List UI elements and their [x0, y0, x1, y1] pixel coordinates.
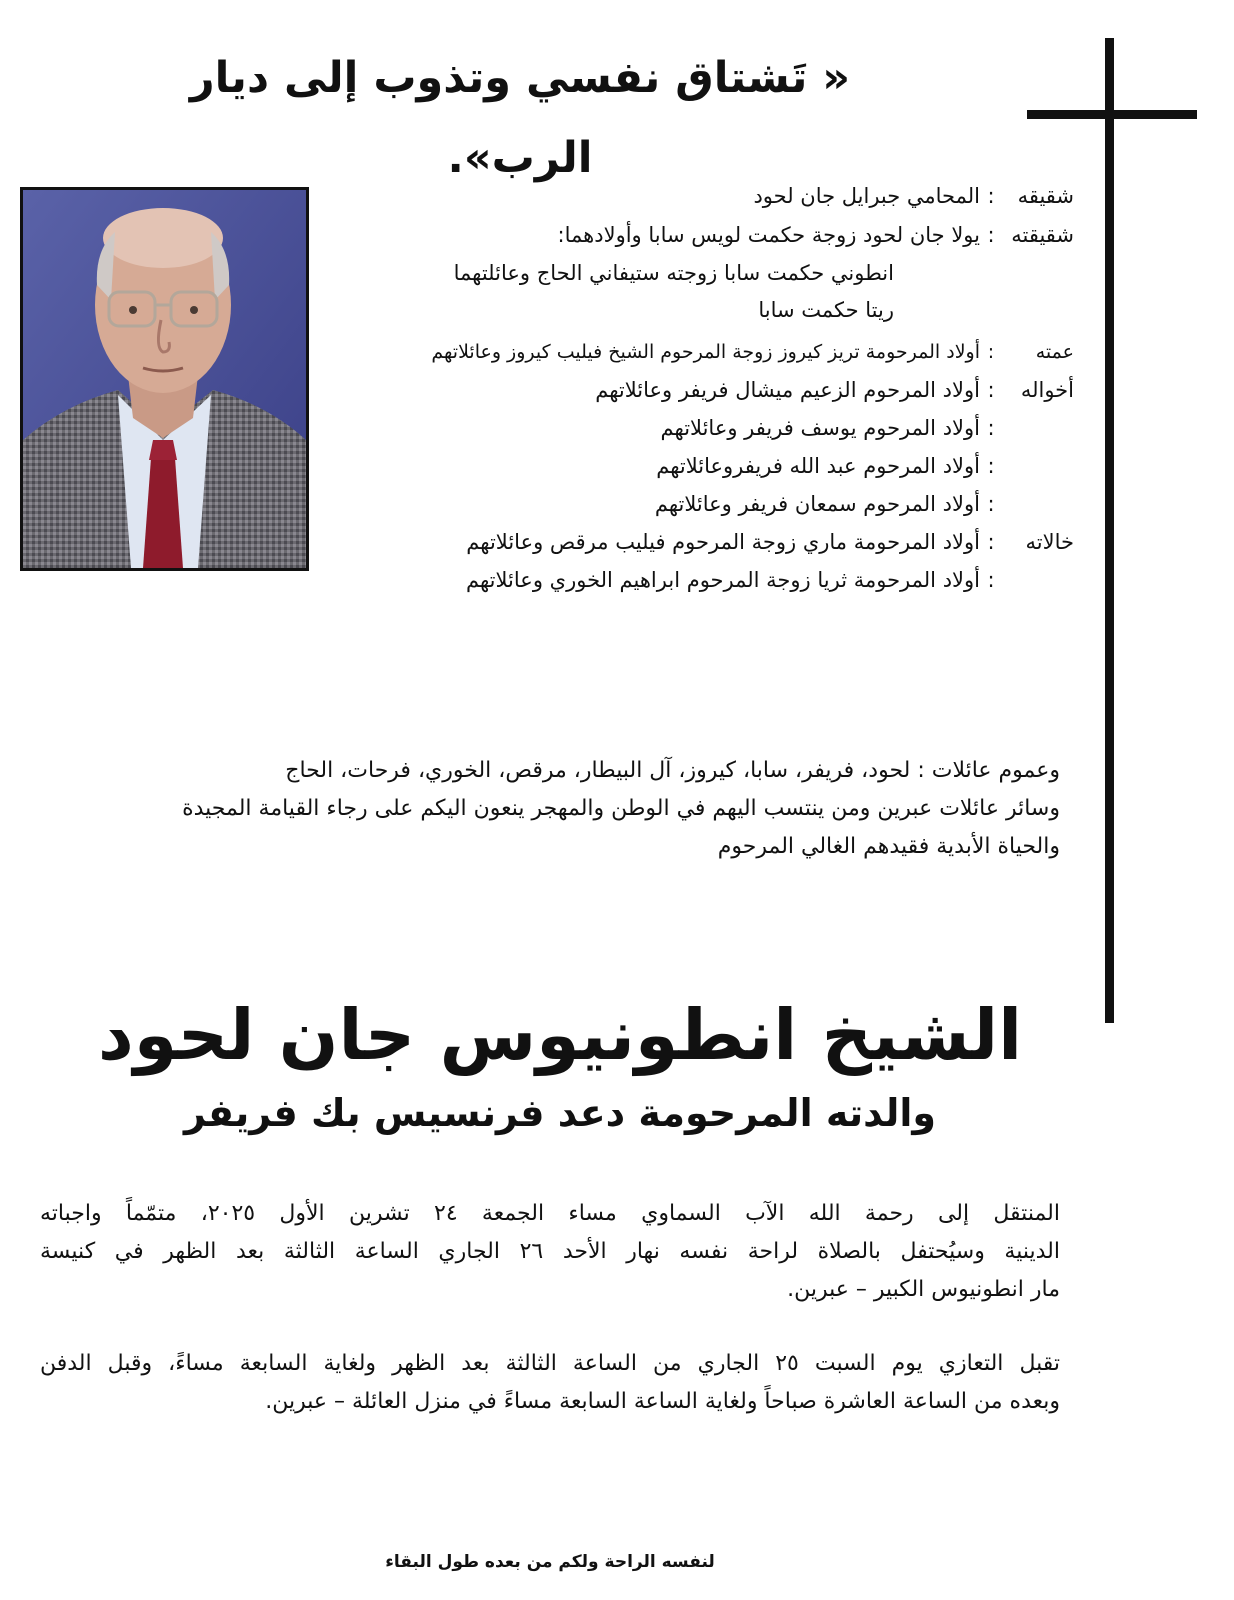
relative-brother: شقيقه:المحامي جبرايل جان لحود: [753, 178, 1074, 214]
relative-sister: شقيقته:يولا جان لحود زوجة حكمت لويس سابا وأولادهما:: [558, 217, 1074, 253]
closing-line: لنفسه الراحة ولكم من بعده طول البقاء: [385, 1552, 715, 1572]
relative-maternal-uncles: أخواله:أولاد المرحوم الزعيم ميشال فريفر وعائلاتهم: [595, 372, 1074, 408]
death-notice-line: مار انطونيوس الكبير – عبرين.: [787, 1277, 1060, 1302]
relative-sister-child: ريتا حكمت سابا: [758, 298, 894, 322]
relative-label: شقيقته: [1011, 223, 1074, 247]
death-notice-paragraph: [40, 1195, 1060, 1309]
relative-maternal-uncle: :أولاد المرحوم عبد الله فريفروعائلاتهم: [656, 448, 1074, 484]
relative-text: أولاد المرحوم يوسف فريفر وعائلاتهم: [660, 416, 980, 440]
relative-label: عمته: [1035, 341, 1074, 363]
relative-maternal-uncle: :أولاد المرحوم سمعان فريفر وعائلاتهم: [655, 486, 1074, 522]
condolences-paragraph: [40, 1345, 1060, 1421]
relative-label: أخواله: [1020, 378, 1074, 402]
relative-text: أولاد المرحومة ماري زوجة المرحوم فيليب مرقص وعائلاتهم: [466, 530, 980, 554]
deceased-mother: والدته المرحومة دعد فرنسيس بك فريفر: [183, 1091, 937, 1135]
relative-sister-child: انطوني حكمت سابا زوجته ستيفاني الحاج وعائلتهما: [453, 261, 894, 285]
cross-icon: [1105, 38, 1114, 1023]
relative-text: يولا جان لحود زوجة حكمت لويس سابا وأولادهما:: [557, 223, 980, 247]
relative-maternal-uncle: :أولاد المرحوم يوسف فريفر وعائلاتهم: [661, 410, 1074, 446]
relative-maternal-aunt: :أولاد المرحومة ثريا زوجة المرحوم ابراهيم الخوري وعائلاتهم: [466, 562, 1074, 598]
relative-text: أولاد المرحوم الزعيم ميشال فريفر وعائلاتهم: [595, 378, 980, 402]
portrait-photo: [20, 187, 309, 571]
relative-maternal-aunts: خالاته:أولاد المرحومة ماري زوجة المرحوم فيليب مرقص وعائلاتهم: [466, 524, 1074, 560]
header-quote: « تَشتاق نفسي وتذوب إلى ديار الرب».: [189, 53, 851, 183]
death-notice-line: المنتقل إلى رحمة الله الآب السماوي مساء الجمعة ٢٤ تشرين الأول ٢٠٢٥، متمّماً واجباته: [40, 1201, 1060, 1226]
relative-text: أولاد المرحوم سمعان فريفر وعائلاتهم: [654, 492, 980, 516]
cross-icon-bar: [1027, 110, 1197, 119]
relative-text: أولاد المرحوم عبد الله فريفروعائلاتهم: [656, 454, 980, 478]
families-line: والحياة الأبدية فقيدهم الغالي المرحوم: [717, 834, 1060, 859]
death-notice-line: الدينية وسيُحتفل بالصلاة لراحة نفسه نهار الأحد ٢٦ الجاري الساعة الثالثة بعد الظهر في كنيسة: [40, 1239, 1060, 1264]
relative-aunt: عمته:أولاد المرحومة تريز كيروز زوجة المرحوم الشيخ فيليب كيروز وعائلاتهم: [431, 334, 1074, 370]
relative-text: أولاد المرحومة تريز كيروز زوجة المرحوم الشيخ فيليب كيروز وعائلاتهم: [431, 341, 980, 363]
condolences-line: وبعده من الساعة العاشرة صباحاً ولغاية الساعة السابعة مساءً في منزل العائلة – عبرين.: [265, 1389, 1060, 1414]
families-line: وعموم عائلات : لحود، فريفر، سابا، كيروز، آل البيطار، مرقص، الخوري، فرحات، الحاج: [285, 758, 1060, 783]
relative-text: أولاد المرحومة ثريا زوجة المرحوم ابراهيم الخوري وعائلاتهم: [466, 568, 980, 592]
condolences-line: تقبل التعازي يوم السبت ٢٥ الجاري من الساعة الثالثة بعد الظهر ولغاية السابعة مساءً، وقبل الدفن: [40, 1351, 1061, 1376]
portrait-illustration: [23, 190, 306, 568]
deceased-name: الشيخ انطونيوس جان لحود: [97, 994, 1023, 1076]
relative-text: المحامي جبرايل جان لحود: [753, 184, 980, 208]
families-paragraph: [40, 752, 1060, 866]
families-line: وسائر عائلات عبرين ومن ينتسب اليهم في الوطن والمهجر ينعون اليكم على رجاء القيامة المجيدة: [182, 796, 1060, 821]
relative-label: خالاته: [1025, 530, 1074, 554]
relative-label: شقيقه: [1017, 184, 1074, 208]
